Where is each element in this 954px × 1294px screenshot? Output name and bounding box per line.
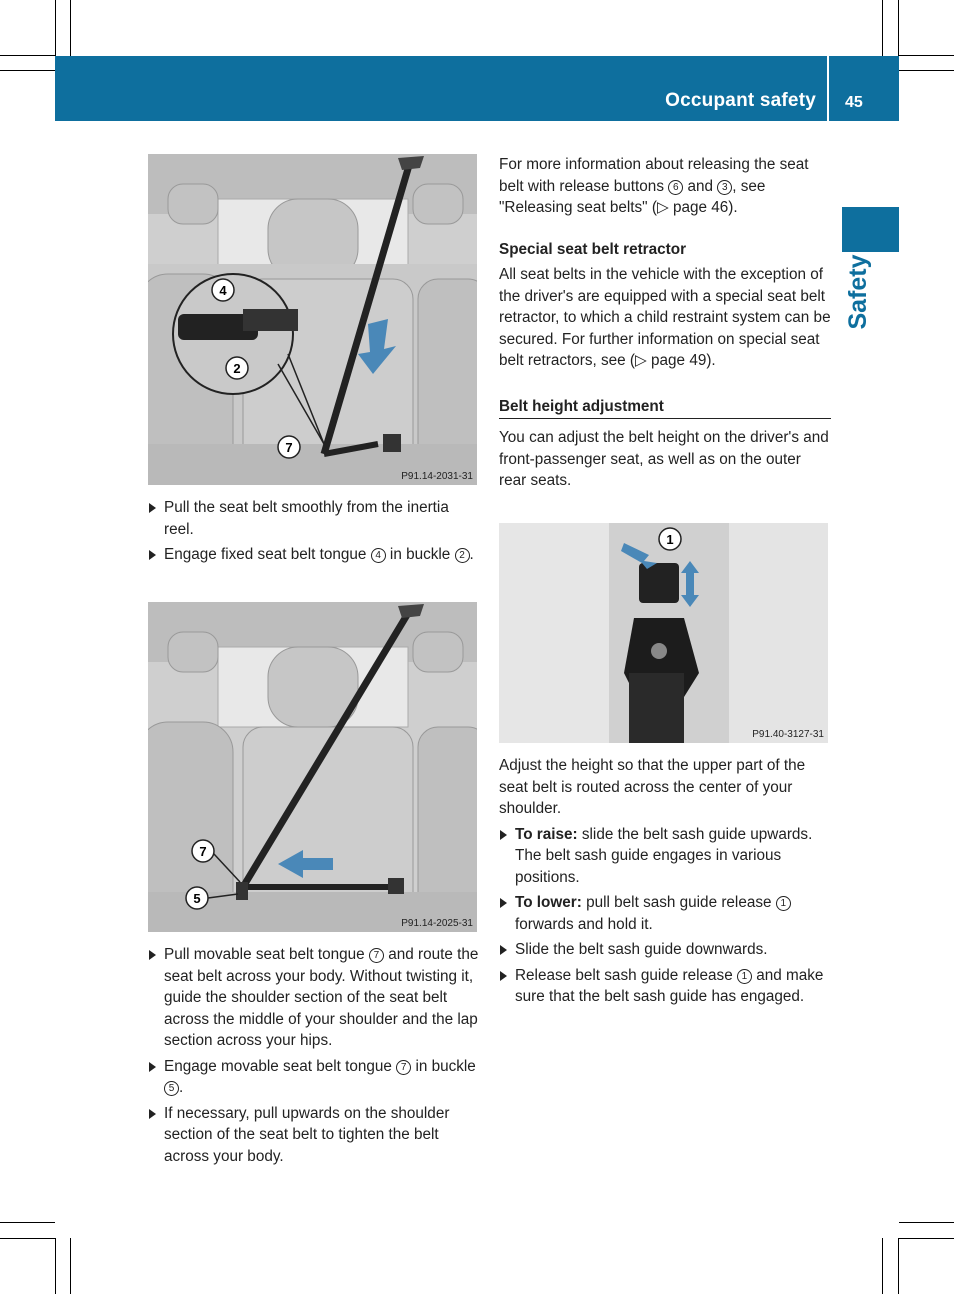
crop-mark (0, 1222, 55, 1223)
crop-mark (882, 0, 883, 56)
crop-mark (0, 55, 55, 56)
crop-mark (898, 1238, 899, 1294)
figure-seat-belt-route (148, 602, 477, 932)
callout-ref: 3 (717, 180, 732, 195)
crop-mark (898, 0, 899, 56)
rear-seat-illustration (148, 154, 477, 485)
list-item (499, 939, 831, 961)
paragraph (499, 154, 831, 219)
list-item (148, 497, 479, 540)
figure-code: P91.14-2025-31 (401, 918, 473, 929)
list-item-text: Engage fixed seat belt tongue (164, 546, 367, 563)
side-tab-label: Safety (844, 254, 872, 330)
figure-code: P91.14-2031-31 (401, 471, 473, 482)
paragraph-text: For more information about releasing the seat belt with release buttons (499, 156, 809, 195)
crop-mark (899, 70, 954, 71)
side-tab-marker (842, 207, 899, 252)
crop-mark (899, 1238, 954, 1239)
callout-ref: 4 (371, 548, 386, 563)
header-divider (827, 56, 829, 121)
callout-ref: 5 (164, 1081, 179, 1096)
b-pillar-illustration (499, 523, 828, 743)
callout-ref: 7 (396, 1060, 411, 1075)
right-column-top (499, 154, 831, 496)
subheading-belt-height: Belt height adjustment (499, 396, 831, 420)
list-item-text: slide the belt sash guide upwards. The belt sash guide engages in various positions. (515, 825, 813, 886)
paragraph-text: , see "Releasing seat belts" (▷ page 46). (499, 177, 766, 216)
callout-7: 7 (199, 844, 207, 859)
callout-ref: 1 (737, 969, 752, 984)
callout-1: 1 (666, 532, 674, 547)
right-column-bottom (499, 755, 831, 1012)
callout-ref: 7 (369, 948, 384, 963)
list-item-text: If necessary, pull upwards on the shoulder section of the seat belt to tighten the belt across your body. (164, 1104, 450, 1165)
callout-4: 4 (219, 283, 227, 298)
list-item-text: Pull movable seat belt tongue (164, 946, 365, 963)
crop-mark (899, 55, 954, 56)
left-instructions-1 (148, 497, 479, 570)
crop-mark (55, 1238, 56, 1294)
list-item (499, 965, 831, 1008)
crop-mark (882, 1238, 883, 1294)
list-item-text: in buckle (389, 546, 451, 563)
list-item (499, 892, 831, 935)
list-item-text: Engage movable seat belt tongue (164, 1057, 392, 1075)
paragraph: You can adjust the belt height on the driver's and front-passenger seat, as well as on the outer rear seats. (499, 429, 829, 489)
list-item-text: in buckle (415, 1057, 476, 1075)
list-item (499, 824, 831, 889)
list-item (148, 1056, 479, 1099)
list-item (148, 944, 479, 1052)
crop-mark (55, 0, 56, 56)
crop-mark (70, 1238, 71, 1294)
paragraph: Adjust the height so that the upper part of the seat belt is routed across the center of your shoulder. (499, 757, 806, 817)
callout-ref: 2 (455, 548, 470, 563)
list-item-label: To raise: (515, 825, 578, 843)
list-item-text: Release belt sash guide release (515, 966, 733, 984)
punctuation: . (469, 546, 474, 563)
paragraph: All seat belts in the vehicle with the exception of the driver's are equipped with a special seat belt retractor, to which a child restraint system can be secured. For further information on special seat belt retractors, see (▷ page 49). (499, 266, 831, 369)
list-item (148, 544, 479, 566)
rear-seat-illustration (148, 602, 477, 932)
callout-7: 7 (285, 440, 293, 455)
section-title: Occupant safety (665, 90, 816, 111)
page-number: 45 (845, 94, 863, 111)
callout-5: 5 (193, 891, 201, 906)
figure-seat-belt-buckle (148, 154, 477, 485)
crop-mark (899, 1222, 954, 1223)
list-item-text: forwards and hold it. (515, 915, 653, 933)
crop-mark (70, 0, 71, 56)
callout-2: 2 (233, 361, 241, 376)
list-item-text: Slide the belt sash guide downwards. (515, 941, 768, 958)
list-item (148, 1103, 479, 1168)
list-item-text: Pull the seat belt smoothly from the inertia reel. (164, 499, 449, 538)
figure-code: P91.40-3127-31 (752, 729, 824, 740)
crop-mark (0, 70, 55, 71)
punctuation: . (179, 1079, 184, 1096)
subheading-special-retractor: Special seat belt retractor (499, 240, 687, 258)
callout-ref: 1 (776, 896, 791, 911)
crop-mark (0, 1238, 55, 1239)
paragraph-text: and (687, 177, 713, 195)
left-instructions-2 (148, 944, 479, 1171)
list-item-text: pull belt sash guide release (586, 894, 772, 911)
list-item-text: and make sure that the belt sash guide has engaged. (515, 966, 824, 1005)
list-item-text: and route the seat belt across your body. Without twisting it, guide the shoulder section of the seat belt across the middle of your shoulder and the lap section across your hips. (164, 946, 479, 1049)
figure-belt-height (499, 523, 828, 743)
list-item-label: To lower: (515, 894, 582, 911)
callout-ref: 6 (668, 180, 683, 195)
